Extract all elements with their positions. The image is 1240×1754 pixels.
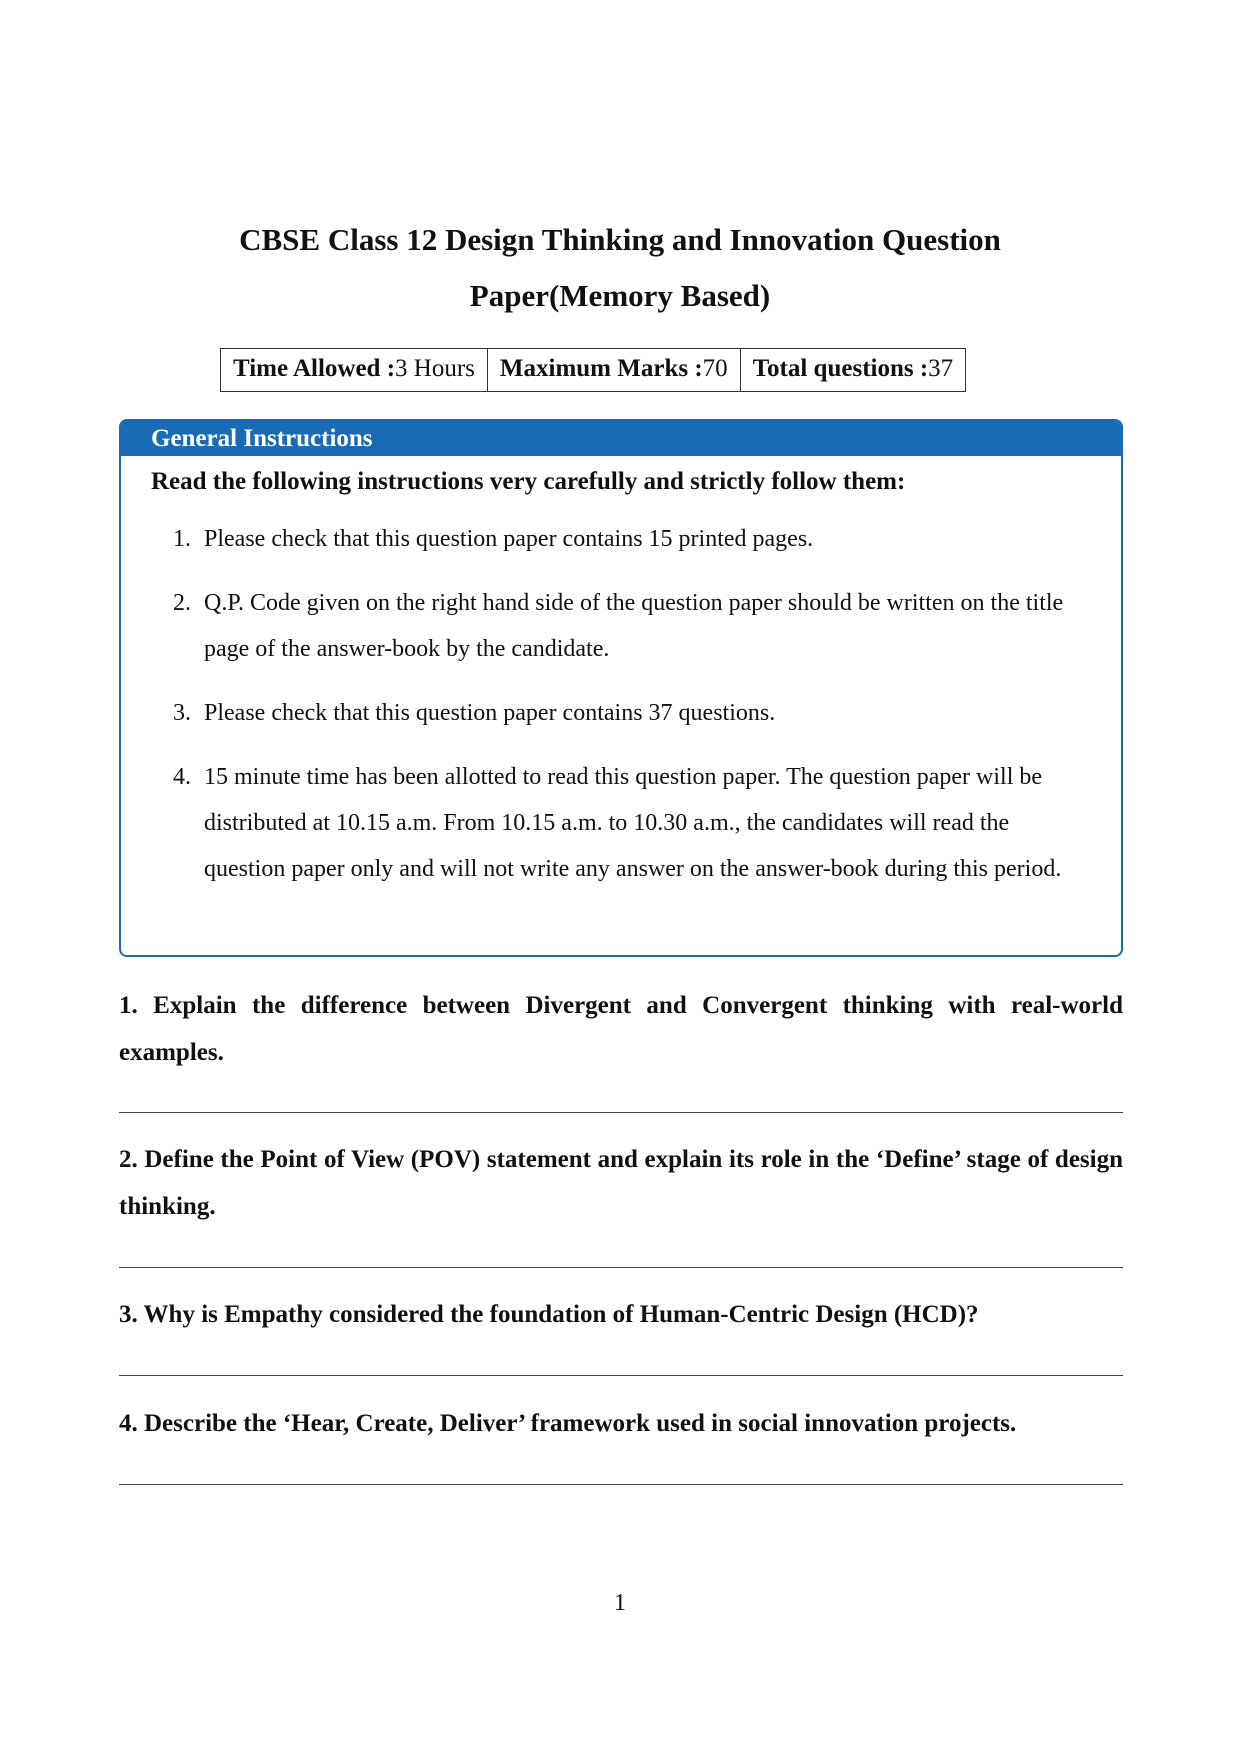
time-allowed-label: Time Allowed : [233,355,396,382]
general-instructions-heading: General Instructions [121,421,1121,456]
instruction-text: 15 minute time has been allotted to read this question paper. The question paper will be distributed at 10.15 a.m. From 10.15 a.m. to 10.30 a.m., the candidates will read the question paper only and will not write any answer on the answer-book during this period. [204,764,1062,882]
instruction-item [121,580,1121,672]
question-2: 2. Define the Point of View (POV) statement and explain its role in the ‘Define’ stage of design thinking. [119,1146,1123,1220]
answer-divider [119,1375,1123,1376]
instructions-lead: Read the following instructions very carefully and strictly follow them: [151,468,906,495]
instruction-number: 3. [173,700,191,726]
time-allowed-cell [221,349,488,392]
instruction-item [121,516,1121,562]
instruction-number: 2. [173,590,191,616]
total-questions-label: Total questions : [752,355,929,382]
page-number: 1 [614,1590,626,1616]
instructions-list [121,516,1121,892]
instruction-item [121,754,1121,892]
answer-divider [119,1484,1123,1485]
instruction-item [121,690,1121,736]
total-questions-cell [740,349,966,392]
instruction-number: 4. [173,764,191,790]
title-line-2: Paper(Memory Based) [469,278,771,313]
answer-divider [119,1112,1123,1113]
instruction-text: Q.P. Code given on the right hand side of the question paper should be written on the title page of the answer-book by the candidate. [204,590,1064,662]
title-line-1: CBSE Class 12 Design Thinking and Innovation Question [239,222,1001,257]
document-title [120,212,1120,324]
instruction-number: 1. [173,526,191,552]
instruction-text: Please check that this question paper contains 15 printed pages. [204,526,814,552]
total-questions-value: 37 [928,355,954,382]
instruction-text: Please check that this question paper contains 37 questions. [204,700,776,726]
general-instructions-box [119,419,1123,957]
maximum-marks-value: 70 [702,355,728,382]
question-4: 4. Describe the ‘Hear, Create, Deliver’ framework used in social innovation projects. [119,1410,1017,1437]
exam-meta-table [220,348,966,392]
answer-divider [119,1267,1123,1268]
question-1: 1. Explain the difference between Divergent and Convergent thinking with real-world examples. [119,992,1123,1066]
question-3: 3. Why is Empathy considered the foundation of Human-Centric Design (HCD)? [119,1301,979,1328]
maximum-marks-cell [487,349,740,392]
maximum-marks-label: Maximum Marks : [499,355,703,382]
time-allowed-value: 3 Hours [395,355,475,382]
